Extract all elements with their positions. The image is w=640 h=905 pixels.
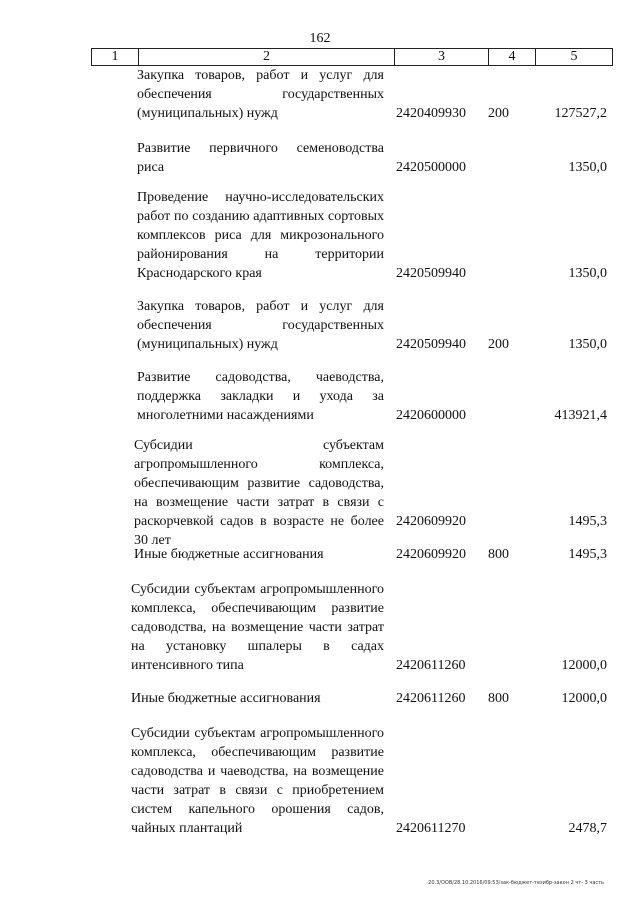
document-footer: 20.3/ООВ/28.10.2016/09:53/зак-бюджет-тезибр-закон 2 чт- 3 часть	[428, 880, 604, 886]
row-description: Развитие садоводства, чаеводства, поддержка закладки и ухода за многолетними насаждениями	[137, 370, 384, 423]
header-col-5: 5	[570, 49, 578, 64]
row-amount: 413921,4	[554, 408, 607, 423]
row-code: 2420509940	[396, 266, 466, 281]
row-expense-type: 800	[488, 691, 509, 706]
row-amount: 1350,0	[568, 160, 607, 175]
row-amount: 1350,0	[568, 337, 607, 352]
row-code: 2420611260	[396, 691, 466, 706]
row-amount: 1495,3	[568, 547, 607, 562]
row-amount: 12000,0	[561, 658, 607, 673]
row-code: 2420609920	[396, 547, 466, 562]
row-amount: 1495,3	[568, 514, 607, 529]
row-description: Проведение научно-исследовательских работ по созданию адаптивных сортовых комплексов риса для микрозонального районирования на территории Краснодарского края	[137, 190, 384, 281]
row-expense-type: 200	[488, 106, 509, 121]
row-amount: 1350,0	[568, 266, 607, 281]
row-expense-type: 200	[488, 337, 509, 352]
row-amount: 2478,7	[568, 821, 607, 836]
row-amount: 127527,2	[554, 106, 607, 121]
header-col-1: 1	[92, 49, 139, 65]
row-description: Закупка товаров, работ и услуг для обеспечения государственных (муниципальных) нужд	[137, 299, 384, 352]
row-code: 2420600000	[396, 408, 466, 423]
table-header	[91, 48, 613, 66]
row-description: Закупка товаров, работ и услуг для обеспечения государственных (муниципальных) нужд	[137, 68, 384, 121]
header-col-2: 2	[139, 49, 395, 65]
row-code: 2420500000	[396, 160, 466, 175]
header-col-3: 3	[395, 49, 489, 65]
row-description: Субсидии субъектам агропромышленного комплекса, обеспечивающим развитие садоводства, на возмещение части затрат в связи с раскорчевкой садов в возрасте не более 30 лет	[134, 438, 384, 548]
row-code: 2420609920	[396, 514, 466, 529]
row-description: Субсидии субъектам агропромышленного комплекса, обеспечивающим развитие садоводства, на возмещение части затрат на установку шпалеры в садах интенсивного типа	[131, 582, 384, 673]
row-code: 2420509940	[396, 337, 466, 352]
row-description: Иные бюджетные ассигнования	[134, 547, 324, 562]
page-number: 162	[309, 31, 331, 46]
header-col-4: 4	[489, 49, 536, 65]
row-description: Развитие первичного семеноводства риса	[137, 141, 384, 175]
row-description: Субсидии субъектам агропромышленного комплекса, обеспечивающим развитие садоводства и чаеводства, на возмещение части затрат в связи с приобретением систем капельного орошения садов, чайных плантаций	[131, 726, 384, 836]
row-code: 2420611270	[396, 821, 466, 836]
row-expense-type: 800	[488, 547, 509, 562]
row-code: 2420611260	[396, 658, 466, 673]
row-amount: 12000,0	[561, 691, 607, 706]
row-description: Иные бюджетные ассигнования	[131, 691, 321, 706]
row-code: 2420409930	[396, 106, 466, 121]
